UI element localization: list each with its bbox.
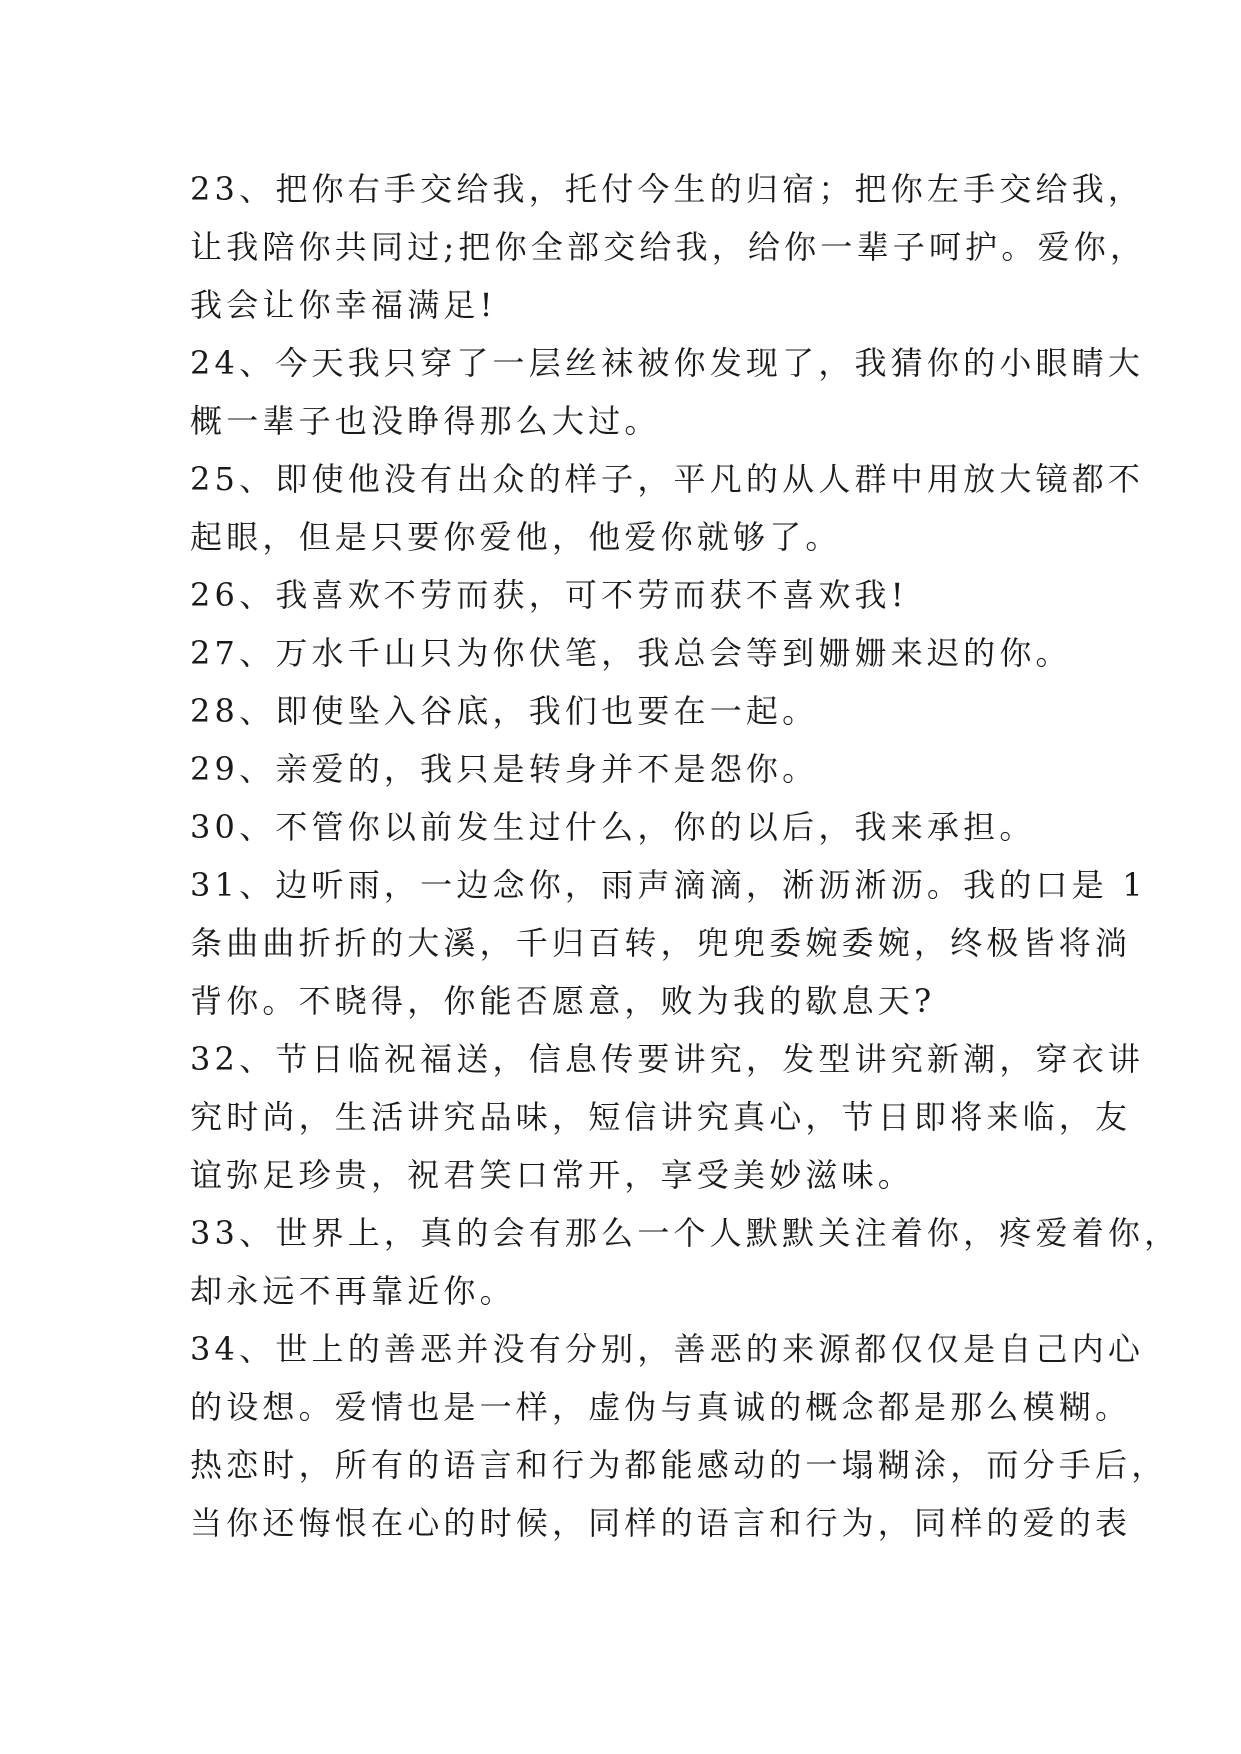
text-line: 27、万水千山只为你伏笔，我总会等到姗姗来迟的你。 bbox=[190, 634, 1072, 672]
text-line: 究时尚，生活讲究品味，短信讲究真心，节日即将来临，友 bbox=[190, 1098, 1132, 1136]
text-line: 的设想。爱情也是一样，虚伪与真诚的概念都是那么模糊。 bbox=[190, 1388, 1132, 1426]
text-line: 当你还悔恨在心的时候，同样的语言和行为，同样的爱的表 bbox=[190, 1504, 1132, 1542]
text-line: 31、边听雨，一边念你，雨声滴滴，淅沥淅沥。我的口是 1 bbox=[190, 866, 1147, 904]
text-line: 热恋时，所有的语言和行为都能感动的一塌糊涂，而分手后， bbox=[190, 1446, 1168, 1484]
text-line: 33、世界上，真的会有那么一个人默默关注着你，疼爱着你， bbox=[190, 1214, 1181, 1252]
text-line: 背你。不晓得，你能否愿意，败为我的歇息天? bbox=[190, 982, 936, 1020]
text-line: 概一辈子也没睁得那么大过。 bbox=[190, 402, 661, 440]
text-line: 29、亲爱的，我只是转身并不是怨你。 bbox=[190, 750, 819, 788]
text-line: 我会让你幸福满足! bbox=[190, 286, 497, 324]
text-line: 24、今天我只穿了一层丝袜被你发现了，我猜你的小眼睛大 bbox=[190, 344, 1145, 382]
text-line: 条曲曲折折的大溪，千归百转，兜兜委婉委婉，终极皆将淌 bbox=[190, 924, 1132, 962]
text-line: 30、不管你以前发生过什么，你的以后，我来承担。 bbox=[190, 808, 1036, 846]
text-line: 26、我喜欢不劳而获，可不劳而获不喜欢我! bbox=[190, 576, 908, 614]
text-line: 让我陪你共同过;把你全部交给我，给你一辈子呵护。爱你， bbox=[190, 228, 1147, 266]
text-line: 34、世上的善恶并没有分别，善恶的来源都仅仅是自己内心 bbox=[190, 1330, 1145, 1368]
text-line: 谊弥足珍贵，祝君笑口常开，享受美妙滋味。 bbox=[190, 1156, 915, 1194]
text-line: 23、把你右手交给我，托付今生的归宿；把你左手交给我， bbox=[190, 170, 1145, 208]
text-line: 起眼，但是只要你爱他，他爱你就够了。 bbox=[190, 518, 842, 556]
text-line: 32、节日临祝福送，信息传要讲究，发型讲究新潮，穿衣讲 bbox=[190, 1040, 1145, 1078]
text-line: 28、即使坠入谷底，我们也要在一起。 bbox=[190, 692, 819, 730]
text-line: 25、即使他没有出众的样子，平凡的从人群中用放大镜都不 bbox=[190, 460, 1145, 498]
text-line: 却永远不再靠近你。 bbox=[190, 1272, 516, 1310]
